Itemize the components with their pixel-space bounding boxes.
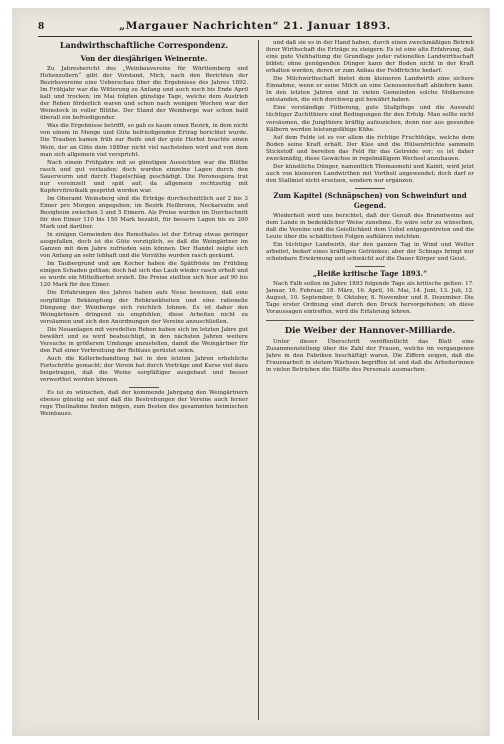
closing-paragraph: Es ist zu wünschen, daß der kommende Jahrgang den Weingärtnern ebenso günstig sei und daß die Bestrebungen der Vereine auch ferner rege Theilnahme finden mögen, zum Besten des gesammten heimischen Weinbaues. <box>40 390 248 418</box>
paragraph: und daß sie es in der Hand haben, durch einen zweckmäßigen Betrieb ihrer Wirthschaft die Erträge zu steigern. Es ist eine alte Erfahrung, daß eine gute Viehhaltung die Grundlage jeder rationellen Landwirthschaft bildet; ohne genügenden Dünger kann der Boden nicht in der Kraft erhalten werden, deren er zum Anbau der Feldfrüchte bedarf. <box>266 40 474 75</box>
newspaper-page <box>12 8 490 736</box>
left-column <box>40 40 248 724</box>
paragraph: Der künstliche Dünger, namentlich Thomasmehl und Kainit, wird jetzt auch von kleineren Landwirthen mit Vortheil angewendet; doch darf er den Stallmist nicht ersetzen, sondern nur ergänzen. <box>266 163 474 184</box>
right-paragraphs <box>266 40 474 185</box>
paragraph: Die Milchwirthschaft bietet dem kleineren Landwirth eine sichere Einnahme, wenn er seine Milch an eine Genossenschaft abliefern kann. In den letzten Jahren sind in vielen Gemeinden solche Molkereien entstanden, die sich durchweg gut bewährt haben. <box>266 76 474 104</box>
paragraph: Unter dieser Überschrift veröffentlicht das Blatt eine Zusammenstellung über die Zahl der Frauen, welche im vergangenen Jahre in den Fabriken beschäftigt waren. Die Ziffern zeigen, daß die Frauenarbeit in stetem Wachsen begriffen ist und daß die Arbeiterinnen in vielen Betrieben die Hälfte des Personals ausmachen. <box>266 338 474 373</box>
paragraph: Im Oberamt Weinsberg sind die Erträge durchschnittlich auf 2 bis 3 Eimer pro Morgen angegeben; im Bezirk Heilbronn, Neckarsulm und Besigheim zwischen 3 und 5 Eimern. Als Preise wurden im Durchschnitt für den Eimer 110 bis 150 Mark bezahlt, für bessere Lagen bis zu 200 Mark und darüber. <box>40 195 248 231</box>
paragraph: Die Erfahrungen des Jahres haben aufs Neue bewiesen, daß eine sorgfältige Bekämpfung der Rebkrankheiten und eine rationelle Düngung der Weinberge sich reichlich lohnen. Es ist daher den Weingärtnern dringend zu empfehlen, diese Arbeiten nicht zu versäumen und sich den Anordnungen der Vereine anzuschließen. <box>40 290 248 325</box>
paragraph: Zu Jahresbericht des „Weinbauvereins für Württemberg und Hohenzollern“ gibt der Vorstand, Mich, nach den Berichten der Bezirksvereine eine Ueberschau über die Ergebnisse des Jahres 1892. Im Frühjahr war die Witterung zu Anfang und auch noch bis Ende April kalt und trocken; im Mai folgten günstige Tage, welche dem Austrieb der Reben förderlich waren und schon nach wenigen Wochen war der Weinstock in voller Blüthe. Der Stand der Weinberge war schon bald überall ein befriedigender. <box>40 66 248 122</box>
paragraph: In einigen Gemeinden des Remsthales ist der Ertrag etwas geringer ausgefallen, doch ist die Güte vorzüglich, so daß die Weingärtner im Ganzen mit dem Jahre zufrieden sein können. Der Handel zeigte sich von Anfang an sehr lebhaft und die Vorräthe wurden rasch geräumt. <box>40 232 248 260</box>
paragraph: Auf dem Felde ist es vor allem die richtige Fruchtfolge, welche dem Boden seine Kraft erhält. Der Klee und die Hülsenfrüchte sammeln Stickstoff und bereiten das Feld für das Getreide vor; es ist daher zweckmäßig, diese Gewächse in regelmäßigem Wechsel anzubauen. <box>266 134 474 162</box>
column-rule <box>258 40 259 720</box>
subsection2-title: „Heiße kritische Tage 1893.“ <box>312 269 428 279</box>
paragraph: Ein tüchtiger Landwirth, der den ganzen Tag in Wind und Wetter arbeitet, bedarf eines kräftigen Getränkes; aber der Schnaps bringt nur scheinbare Erwärmung und schwächt auf die Dauer Körper und Geist. <box>266 242 474 263</box>
right-column <box>266 40 474 724</box>
subsection3-paragraphs <box>266 339 474 374</box>
paragraph: Was die Ergebnisse betrifft, so gab es kaum einen Bezirk, in dem nicht von einem in Menge und Güte befriedigenden Ertrag berichtet wurde. Die Trauben kamen früh zur Reife und der gute Herbst brachte einen Wein, der an Güte dem 1889er nicht viel nachstehen wird und von dem man sich allgemein viel verspricht. <box>40 123 248 158</box>
subsection-paragraphs <box>266 213 474 263</box>
paragraph: Wiederholt wird uns berichtet, daß der Genuß des Branntweins auf dem Lande in bedenklicher Weise zunehme. Es wäre sehr zu wünschen, daß die Vereine und die Geistlichkeit dem Uebel entgegentreten und die Leute über die schädlichen Folgen aufklären möchten. <box>266 212 474 241</box>
section-divider <box>266 320 474 321</box>
paragraph: Nach Falb sollen im Jahre 1893 folgende Tage als kritische gelten: 17. Januar, 16. Februar, 18. März, 16. April, 16. Mai, 14. Juni, 13. Juli, 12. August, 10. September, 9. Oktober, 8. November und 8. Dezember. Die Tage erster Ordnung sind durch den Druck hervorgehoben; ob diese Voraussagen eintreffen, wird die Erfahrung lehren. <box>266 281 474 316</box>
section-divider <box>355 188 385 189</box>
subsection2-paragraphs <box>266 281 474 316</box>
left-paragraphs <box>40 66 248 384</box>
newspaper-title: „Margauer Nachrichten“ 21. Januar 1893. <box>119 20 391 32</box>
page-header <box>38 20 472 37</box>
paragraph: Nach einem Frühjahre mit so günstigen Aussichten war die Blüthe rasch und gut verlaufen; doch wurden einzelne Lagen durch den Sauerwurm und durch Hagelschlag geschädigt. Die Peronospora trat nur vereinzelt und spät auf, da allgemein rechtzeitig mit Kupfervitriolkalk gespritzt worden war. <box>40 159 248 194</box>
article-title: Von der diesjährigen Weinernte. <box>80 54 208 63</box>
paragraph: Im Taubergrund und am Kocher haben die Spätfröste im Frühling einigen Schaden gethan; doch hat sich das Laub wieder rasch erholt und es wurde ein Mittelherbst erzielt. Die Preise stellten sich hier auf 90 bis 120 Mark für den Eimer. <box>40 261 248 289</box>
paragraph: Auch die Kellerbehandlung hat in den letzten Jahren erhebliche Fortschritte gemacht; der Verein hat durch Vorträge und Kurse viel dazu beigetragen, daß die Weine sorgfältiger ausgebaut und besser verwerthet werden können. <box>40 355 248 384</box>
section-divider <box>355 266 385 267</box>
section-divider <box>129 387 159 388</box>
paragraph: Eine verständige Fütterung, gute Stallpflege und die Auswahl tüchtiger Zuchtthiere sind Bedingungen für den Erfolg. Man sollte nicht versäumen, die Jungthiere kräftig aufzuziehen, denn nur aus gesunden Kälbern werden leistungsfähige Kühe. <box>266 105 474 133</box>
section-title: Landwirthschaftliche Correspondenz. <box>59 40 229 50</box>
paragraph: Die Neuanlagen mit veredelten Reben haben sich im letzten Jahre gut bewährt und es wird beabsichtigt, in den nächsten Jahren weitere Versuche in größerem Umfange anzustellen, damit die Weingärtner für den Fall einer Verbreitung der Reblaus gerüstet seien. <box>40 326 248 354</box>
subsection-title: Zum Kapitel (Schnäpschen) von Schweinfurt und Gegend. <box>273 190 467 210</box>
page-number: 8 <box>38 22 45 32</box>
subsection3-title: Die Weiber der Hannover-Milliarde. <box>284 325 456 336</box>
